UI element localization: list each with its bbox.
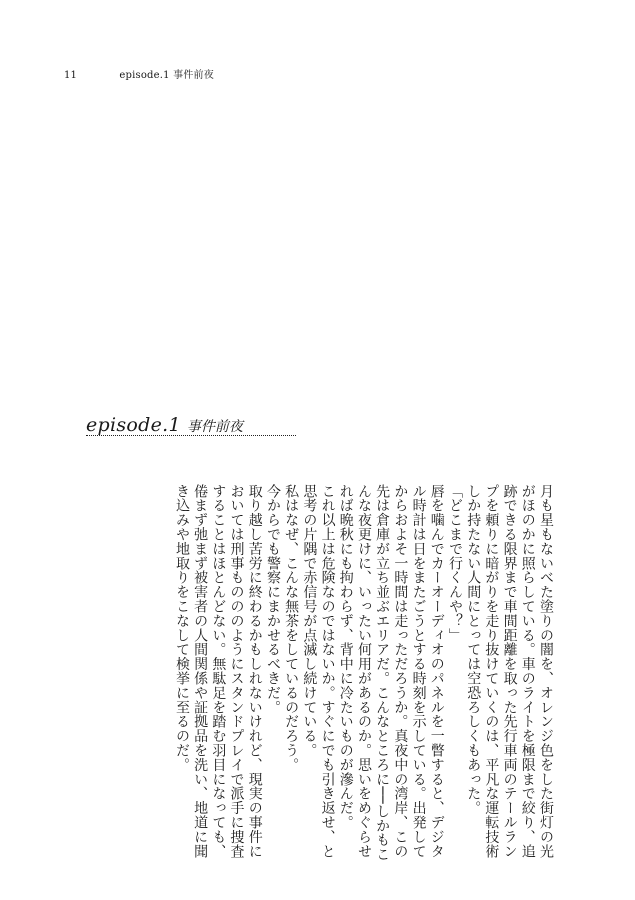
dotted-rule <box>86 435 296 436</box>
paragraph: 私はなぜ、こんな無茶をしているのだろう。 <box>283 484 300 772</box>
paragraph: 月も星もないべた塗りの闇を、オレンジ色をした街灯の光がほのかに照らしている。車のライトを極限まで絞り、追跡できる限界まで車間距離を取った先行車両のテールランプを頼りに暗がりを走り抜けていくのは、平凡な運転技術しか持たない人間にとっては空恐ろしくもあった。 <box>465 484 554 859</box>
paragraph: 今からでも警察にまかせるべきだ。 <box>264 484 281 715</box>
body-text <box>75 484 555 862</box>
page-number: 11 <box>64 70 78 81</box>
episode-number: episode.1 <box>86 414 181 436</box>
paragraph: 取り越し苦労に終わるかもしれないけれど、現実の事件においては刑事ものののようにスタンドプレイで派手に捜査することはほとんどない。無駄足を踏む羽目になっても、倦まず弛まず被害者の人間関係や証拠品を洗い、地道に聞き込みや地取りをこなして検挙に至るのだ。 <box>173 484 263 859</box>
running-head <box>64 66 214 81</box>
episode-subtitle: 事件前夜 <box>186 419 243 435</box>
paragraph: 唇を噛んでカーオーディオのパネルを一瞥すると、デジタル時計は日をまたごうとする時刻を示している。出発してからおよそ一時間は走っただろうか。真夜中の湾岸、この先は倉庫が立ち並ぶエリアだ。こんなところに──しかもこんな夜更けに、いったい何用があるのか。思いをめぐらせれば晩秋にも拘わらず、背中に冷たいものが滲んだ。 <box>337 484 445 862</box>
paragraph: 「どこまで行くんや？」 <box>446 484 463 643</box>
running-head-title: episode.1 事件前夜 <box>119 70 214 81</box>
paragraph: これ以上は危険なのではないか。すぐにでも引き返せ、と思考の片隅で赤信号が点滅し続けている。 <box>301 484 336 859</box>
episode-heading <box>86 414 296 436</box>
